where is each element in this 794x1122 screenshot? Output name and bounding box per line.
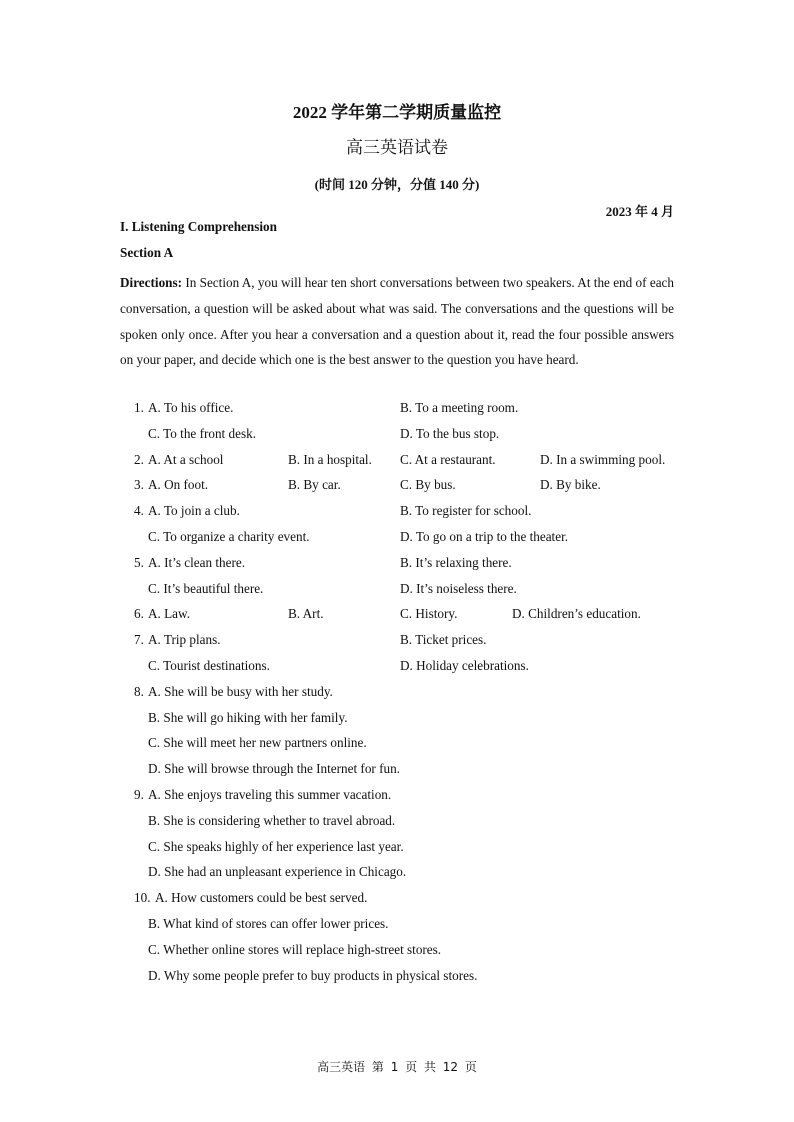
answer-option: D. Why some people prefer to buy products in physical stores. [148,967,478,983]
question-number: 3. [134,477,144,493]
answer-option: D. She had an unpleasant experience in Chicago. [148,864,407,880]
answer-option: A. Trip plans. [148,632,221,648]
section-heading: Section A [120,245,174,260]
directions-label: Directions: [120,275,183,290]
answer-option: A. It’s clean there. [148,554,246,570]
question-1-row [0,400,794,420]
question-10-row [0,942,794,962]
question-8-row [0,761,794,781]
answer-option: B. To a meeting room. [400,400,519,415]
answer-option: A. She enjoys traveling this summer vacation. [148,787,392,802]
question-10-row [0,916,794,936]
answer-option: A. At a school [148,451,224,467]
question-9-row [0,864,794,884]
answer-option: C. Whether online stores will replace high-street stores. [148,941,442,957]
exam-date: 2023 年 4 月 [605,204,674,219]
question-8-row [0,735,794,755]
question-1-row [0,426,794,446]
answer-option: D. It’s noiseless there. [400,580,517,596]
answer-option: C. By bus. [400,477,456,493]
question-10-row [0,890,794,910]
question-5-row [0,555,794,575]
answer-option: B. What kind of stores can offer lower prices. [148,916,389,931]
question-number: 9. [134,787,144,802]
question-9-row [0,813,794,833]
answer-option: B. She is considering whether to travel abroad. [148,812,396,828]
question-8-row [0,710,794,730]
question-number: 10. [134,890,151,906]
question-number: 6. [134,606,144,622]
question-5-row [0,581,794,601]
answer-option: D. She will browse through the Internet for fun. [148,761,400,777]
directions [120,270,674,373]
part-heading: I. Listening Comprehension [120,219,277,234]
answer-option: D. Children’s education. [512,606,641,622]
answer-option: C. At a restaurant. [400,451,496,467]
answer-option: D. In a swimming pool. [540,451,666,467]
answer-option: C. History. [400,606,458,622]
answer-option: C. It’s beautiful there. [148,580,264,596]
answer-option: C. To the front desk. [148,425,256,441]
question-4-row [0,503,794,523]
exam-info: (时间 120 分钟，分值 140 分) [314,177,480,192]
answer-option: D. By bike. [540,477,601,493]
question-number: 1. [134,400,144,415]
question-number: 4. [134,503,144,519]
answer-option: B. She will go hiking with her family. [148,709,348,725]
question-6-row [0,606,794,626]
answer-option: D. To the bus stop. [400,425,500,441]
question-7-row [0,632,794,652]
question-8-row [0,684,794,704]
question-9-row [0,839,794,859]
question-number: 5. [134,554,144,570]
question-2-row [0,452,794,472]
answer-option: A. To his office. [148,400,234,415]
question-number: 2. [134,451,144,467]
answer-option: B. Ticket prices. [400,632,487,648]
answer-option: B. Art. [288,606,324,622]
question-9-row [0,787,794,807]
answer-option: C. She will meet her new partners online. [148,735,367,751]
directions-text: In Section A, you will hear ten short conversations between two speakers. At the end of each conversation, a question will be asked about what was said. The conversations and the questions will be spoken only once. After you hear a conversation and a question about it, read the four possible answers on your paper, and decide which one is the best answer to the question you have heard. [120,275,674,368]
question-number: 7. [134,632,144,648]
answer-option: B. By car. [288,477,341,493]
exam-title: 2022 学年第二学期质量监控 [292,103,502,122]
answer-option: C. She speaks highly of her experience last year. [148,838,404,854]
answer-option: C. To organize a charity event. [148,529,310,544]
answer-option: A. On foot. [148,477,209,493]
question-number: 8. [134,683,144,699]
answer-option: C. Tourist destinations. [148,658,270,673]
question-4-row [0,529,794,549]
answer-option: D. To go on a trip to the theater. [400,529,569,544]
answer-option: A. Law. [148,606,190,622]
question-7-row [0,658,794,678]
answer-option: D. Holiday celebrations. [400,658,529,673]
answer-option: B. In a hospital. [288,451,372,467]
page-footer: 高三英语 第 1 页 共 12 页 [317,1060,477,1074]
question-10-row [0,968,794,988]
answer-option: B. To register for school. [400,503,532,519]
answer-option: A. How customers could be best served. [155,890,368,906]
answer-option: B. It’s relaxing there. [400,554,512,570]
answer-option: A. She will be busy with her study. [148,683,333,699]
answer-option: A. To join a club. [148,503,240,519]
exam-subtitle: 高三英语试卷 [346,138,448,157]
question-3-row [0,477,794,497]
